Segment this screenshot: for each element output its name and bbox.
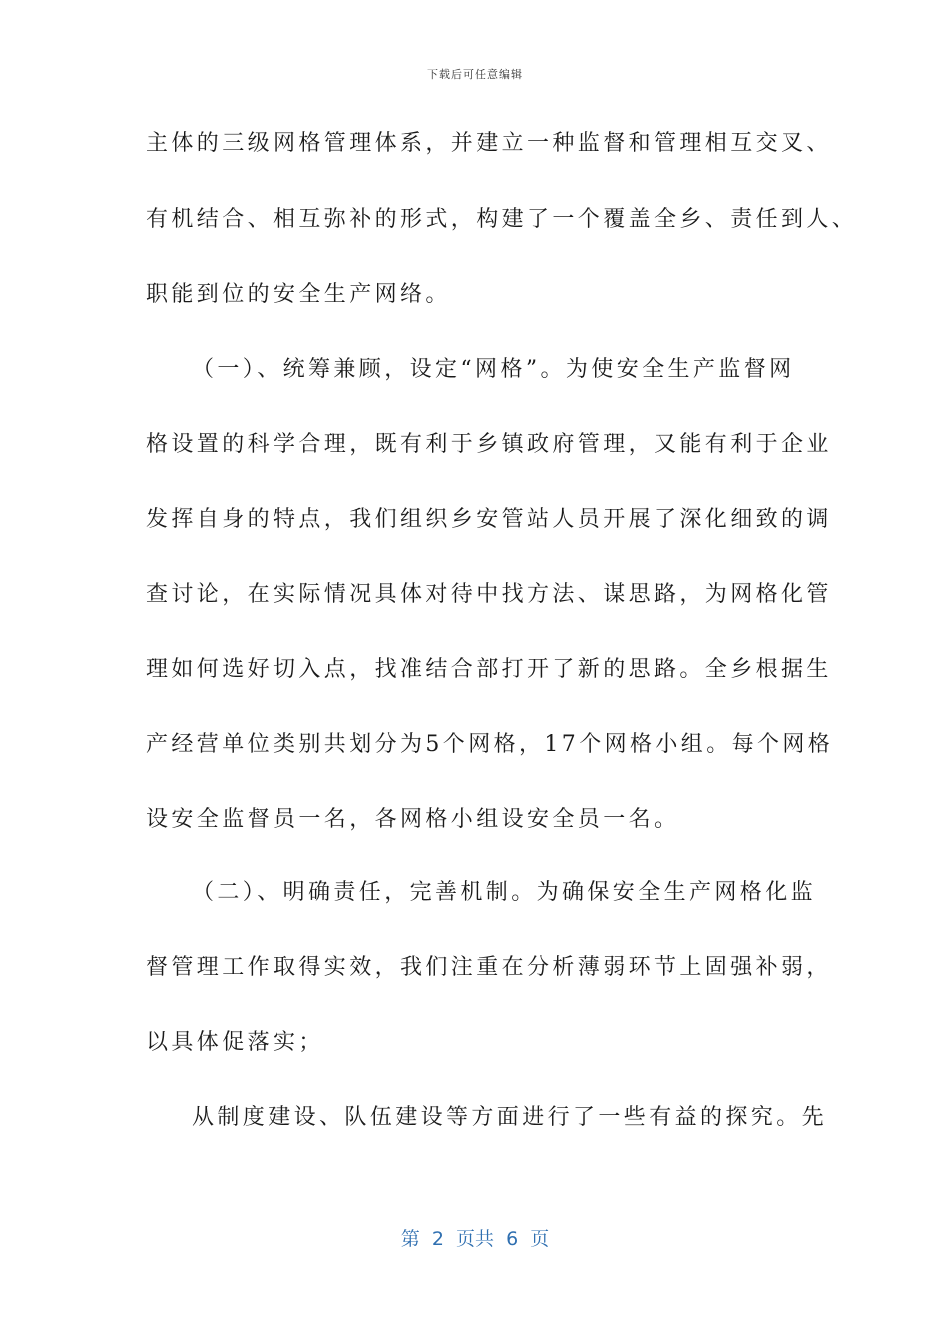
paragraph-line: 理如何选好切入点，找准结合部打开了新的思路。全乡根据生: [146, 657, 832, 682]
paragraph-line: （一）、统筹兼顾，设定“网格”。为使安全生产监督网: [192, 357, 795, 382]
paragraph-line: 主体的三级网格管理体系，并建立一种监督和管理相互交叉、: [146, 131, 832, 156]
paragraph-line: 格设置的科学合理，既有利于乡镇政府管理，又能有利于企业: [146, 432, 832, 457]
paragraph-line: 以具体促落实；: [146, 1030, 324, 1055]
page-number-footer: 第 2 页共 6 页: [400, 1228, 550, 1250]
page-header: 下载后可任意编辑: [427, 68, 523, 81]
paragraph-line: 职能到位的安全生产网络。: [146, 282, 451, 307]
paragraph-line: 查讨论，在实际情况具体对待中找方法、谋思路，为网格化管: [146, 582, 832, 607]
paragraph-line: 从制度建设、队伍建设等方面进行了一些有益的探究。先: [192, 1105, 828, 1130]
paragraph-line: 督管理工作取得实效，我们注重在分析薄弱环节上固强补弱，: [146, 955, 832, 980]
paragraph-line: 设安全监督员一名，各网格小组设安全员一名。: [146, 807, 680, 832]
paragraph-line: 发挥自身的特点，我们组织乡安管站人员开展了深化细致的调: [146, 507, 832, 532]
paragraph-line: 有机结合、相互弥补的形式，构建了一个覆盖全乡、责任到人、: [146, 207, 858, 232]
paragraph-line: （二）、明确责任，完善机制。为确保安全生产网格化监: [192, 880, 817, 905]
paragraph-line: 产经营单位类别共划分为5个网格，17个网格小组。每个网格: [146, 732, 834, 757]
